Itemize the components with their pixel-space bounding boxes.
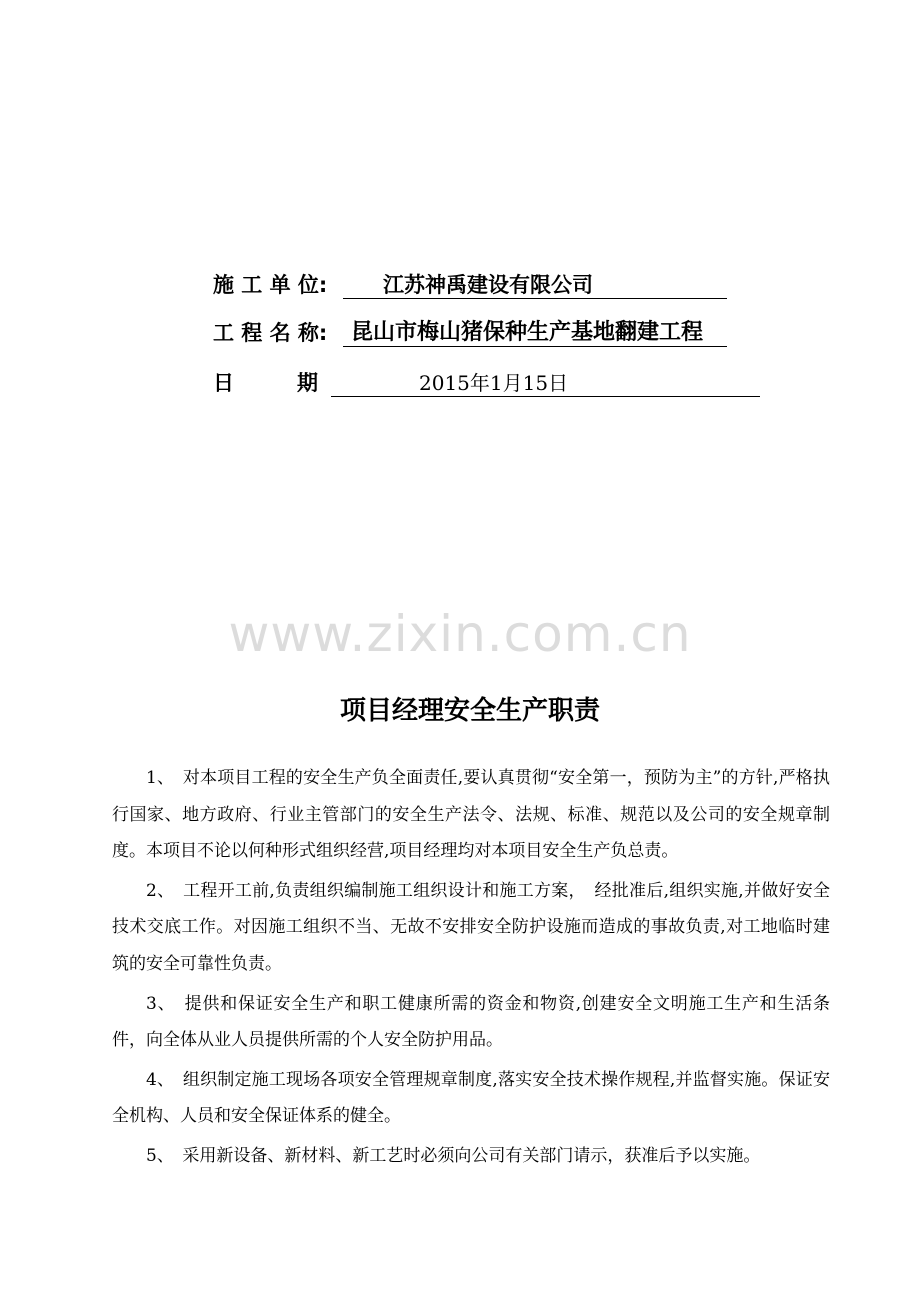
construction-unit-row <box>213 265 727 299</box>
paragraph-1: 1、 对本项目工程的安全生产负全面责任,要认真贯彻“安全第一，预防为主”的方针,严格执行国家、地方政府、行业主管部门的安全生产法令、法规、标准、规范以及公司的安全规章制度。本项目不论以何种形式组织经营,项目经理均对本项目安全生产负总责。 <box>112 768 830 862</box>
paragraph-3: 3、 提供和保证安全生产和职工健康所需的资金和物资,创建安全文明施工生产和生活条件，向全体从业人员提供所需的个人安全防护用品。 <box>112 993 830 1051</box>
date-label: 日 期 <box>213 371 318 395</box>
project-name-value: 昆山市梅山猪保种生产基地翻建工程 <box>343 319 727 347</box>
document-title: 项目经理安全生产职责 <box>339 696 600 726</box>
paragraph-4: 4、 组织制定施工现场各项安全管理规章制度,落实安全技术操作规程,并监督实施。保证安全机构、人员和安全保证体系的健全。 <box>112 1069 830 1127</box>
watermark: www.zixin.com.cn <box>228 605 692 663</box>
project-name-label: 工 程 名 称: <box>213 321 328 345</box>
construction-unit-value: 江苏神禹建设有限公司 <box>343 271 727 299</box>
document-body <box>112 760 830 1175</box>
construction-unit-label: 施 工 单 位: <box>213 273 328 297</box>
paragraph-2: 2、 工程开工前,负责组织编制施工组织设计和施工方案， 经批准后,组织实施,并做好安全技术交底工作。对因施工组织不当、无故不安排安全防护设施而造成的事故负责,对工地临时建筑的安全可靠性负责。 <box>112 880 830 974</box>
date-row <box>213 363 760 397</box>
project-name-row <box>213 313 727 347</box>
date-value: 2015年1月15日 <box>331 369 760 397</box>
paragraph-5: 5、 采用新设备、新材料、新工艺时必须向公司有关部门请示，获准后予以实施。 <box>146 1145 761 1166</box>
